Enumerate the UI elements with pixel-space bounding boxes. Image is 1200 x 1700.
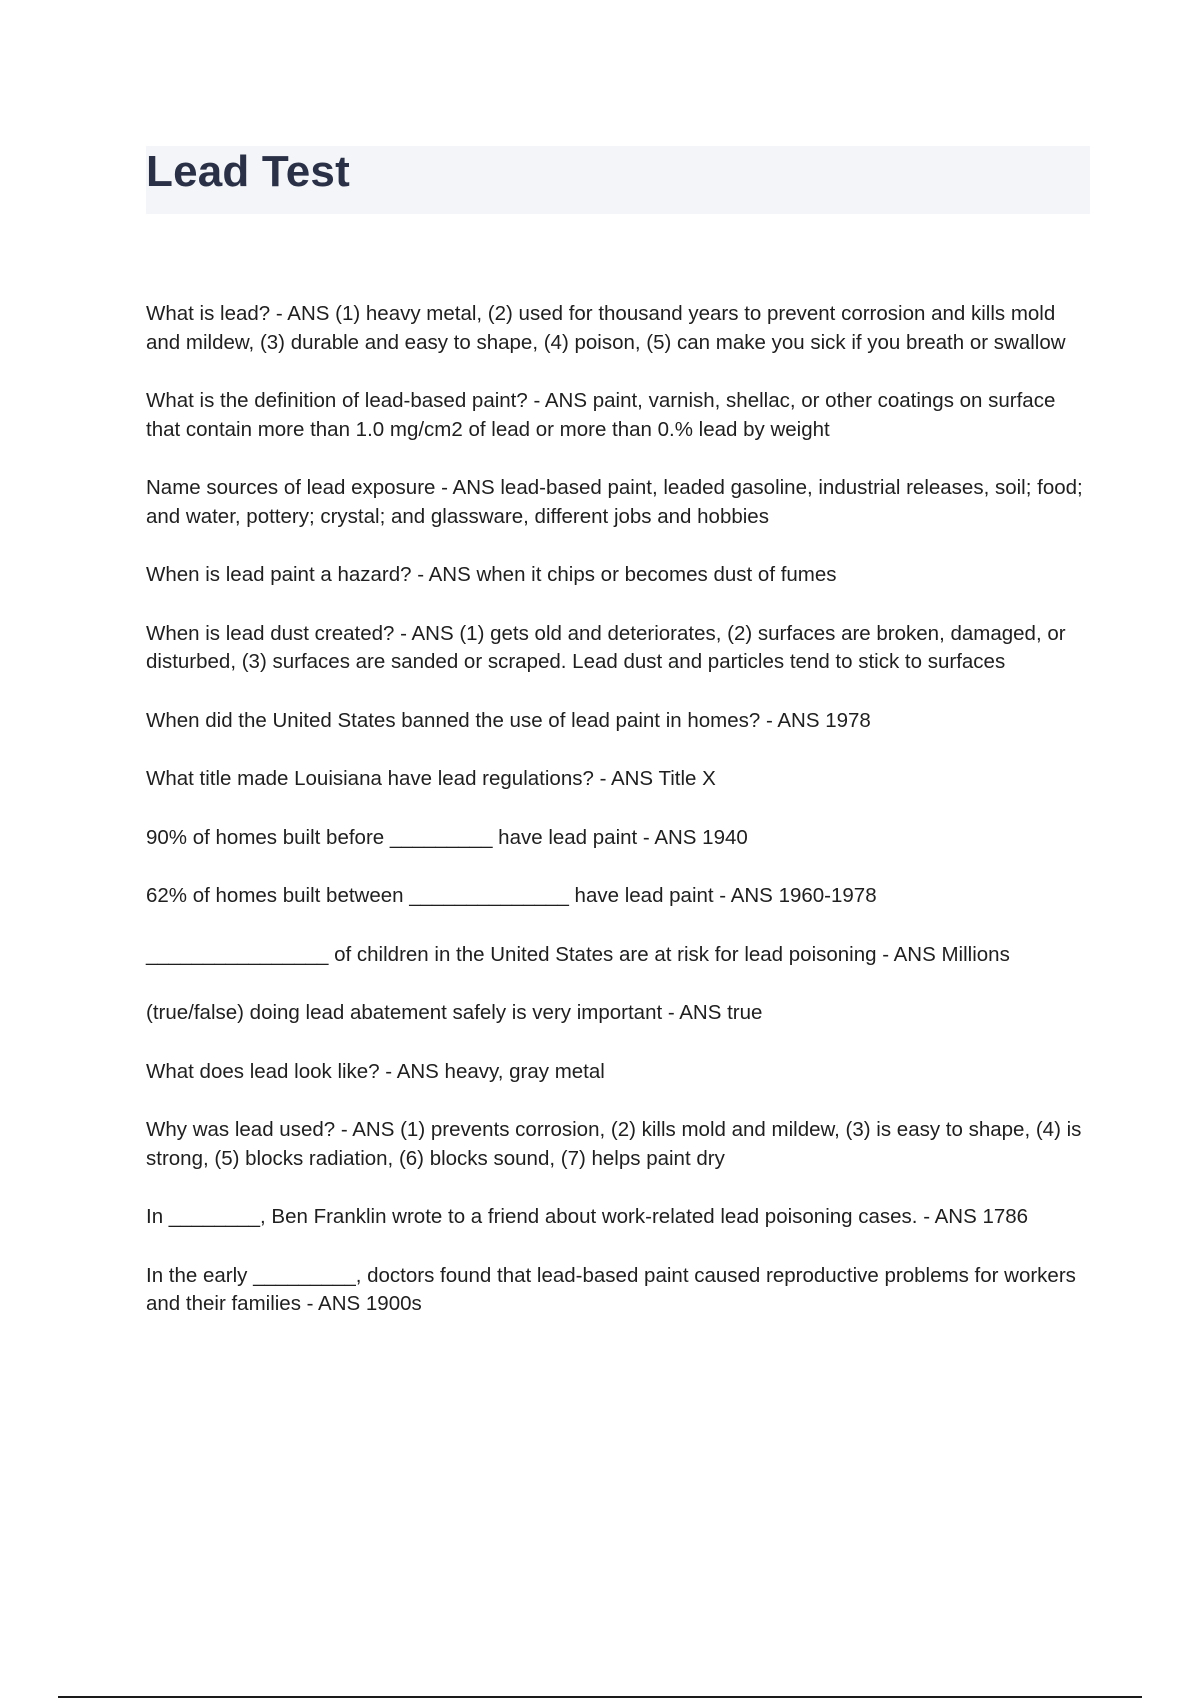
question-text: Why was lead used? - ANS xyxy=(146,1118,401,1141)
answer-text: (1) gets old and deteriorates, (2) surfaces are broken, damaged, or disturbed, (3) surfaces are sanded or scraped. Lead dust and particles tend to stick to surfaces xyxy=(146,621,1066,673)
question-text: (true/false) doing lead abatement safely is very important - ANS xyxy=(146,1001,728,1024)
qa-item xyxy=(146,1058,1090,1087)
qa-item xyxy=(146,999,1090,1028)
question-text: ________________ of children in the United States are at risk for lead poisoning - ANS xyxy=(146,942,942,966)
qa-item xyxy=(146,474,1090,531)
qa-item xyxy=(146,561,1090,590)
page-title: Lead Test xyxy=(146,147,350,196)
qa-item xyxy=(146,1262,1090,1319)
question-text: When is lead paint a hazard? - ANS xyxy=(146,563,477,586)
qa-item xyxy=(146,387,1090,444)
qa-item xyxy=(146,1203,1090,1232)
answer-text: 1978 xyxy=(825,708,871,732)
qa-item xyxy=(146,707,1090,736)
answer-text: when it chips or becomes dust of fumes xyxy=(476,563,837,586)
answer-text: 1940 xyxy=(702,825,748,849)
qa-item xyxy=(146,882,1090,911)
qa-item xyxy=(146,941,1090,970)
answer-text: Title X xyxy=(658,767,716,790)
answer-text: Millions xyxy=(941,942,1010,966)
title-banner xyxy=(146,146,1090,214)
qa-item xyxy=(146,1116,1090,1173)
qa-item xyxy=(146,300,1090,357)
answer-text: true xyxy=(727,1001,763,1024)
question-text: What is lead? - ANS xyxy=(146,302,336,325)
qa-item xyxy=(146,824,1090,853)
question-text: Name sources of lead exposure - ANS xyxy=(146,476,501,499)
question-text: When is lead dust created? - ANS xyxy=(146,621,460,645)
question-text: 62% of homes built between ______________ have lead paint - ANS xyxy=(146,884,779,907)
answer-text: lead-based paint, leaded gasoline, industrial releases, soil; food; and water, pottery; crystal; and glassware, different jobs and hobbies xyxy=(146,476,1083,528)
question-text: 90% of homes built before _________ have lead paint - ANS xyxy=(146,825,703,849)
answer-text: paint, varnish, shellac, or other coatings on surface that contain more than 1.0 mg/cm2 of lead or more than 0.% lead by weight xyxy=(146,389,1056,441)
question-text: In ________, Ben Franklin wrote to a friend about work-related lead poisoning cases. - ANS xyxy=(146,1205,983,1228)
question-text: In the early _________, doctors found that lead-based paint caused reproductive problems for workers and their families - ANS xyxy=(146,1263,1076,1315)
answer-text: 1960-1978 xyxy=(778,884,877,907)
answer-text: 1786 xyxy=(982,1205,1029,1228)
question-text: What title made Louisiana have lead regulations? - ANS xyxy=(146,767,659,790)
answer-text: heavy, gray metal xyxy=(444,1059,605,1083)
footer-divider xyxy=(58,1696,1142,1698)
qa-item xyxy=(146,765,1090,794)
question-answer-list xyxy=(146,300,1090,1349)
question-text: What is the definition of lead-based paint? - ANS xyxy=(146,389,593,412)
question-text: What does lead look like? - ANS xyxy=(146,1059,445,1083)
answer-text: (1) prevents corrosion, (2) kills mold and mildew, (3) is easy to shape, (4) is strong, (5) blocks radiation, (6) blocks sound, (7) helps paint dry xyxy=(146,1118,1082,1170)
qa-item xyxy=(146,620,1090,677)
answer-text: (1) heavy metal, (2) used for thousand years to prevent corrosion and kills mold and mildew, (3) durable and easy to shape, (4) poison, (5) can make you sick if you breath or swallow xyxy=(146,302,1066,354)
answer-text: 1900s xyxy=(365,1292,422,1315)
question-text: When did the United States banned the use of lead paint in homes? - ANS xyxy=(146,708,826,732)
